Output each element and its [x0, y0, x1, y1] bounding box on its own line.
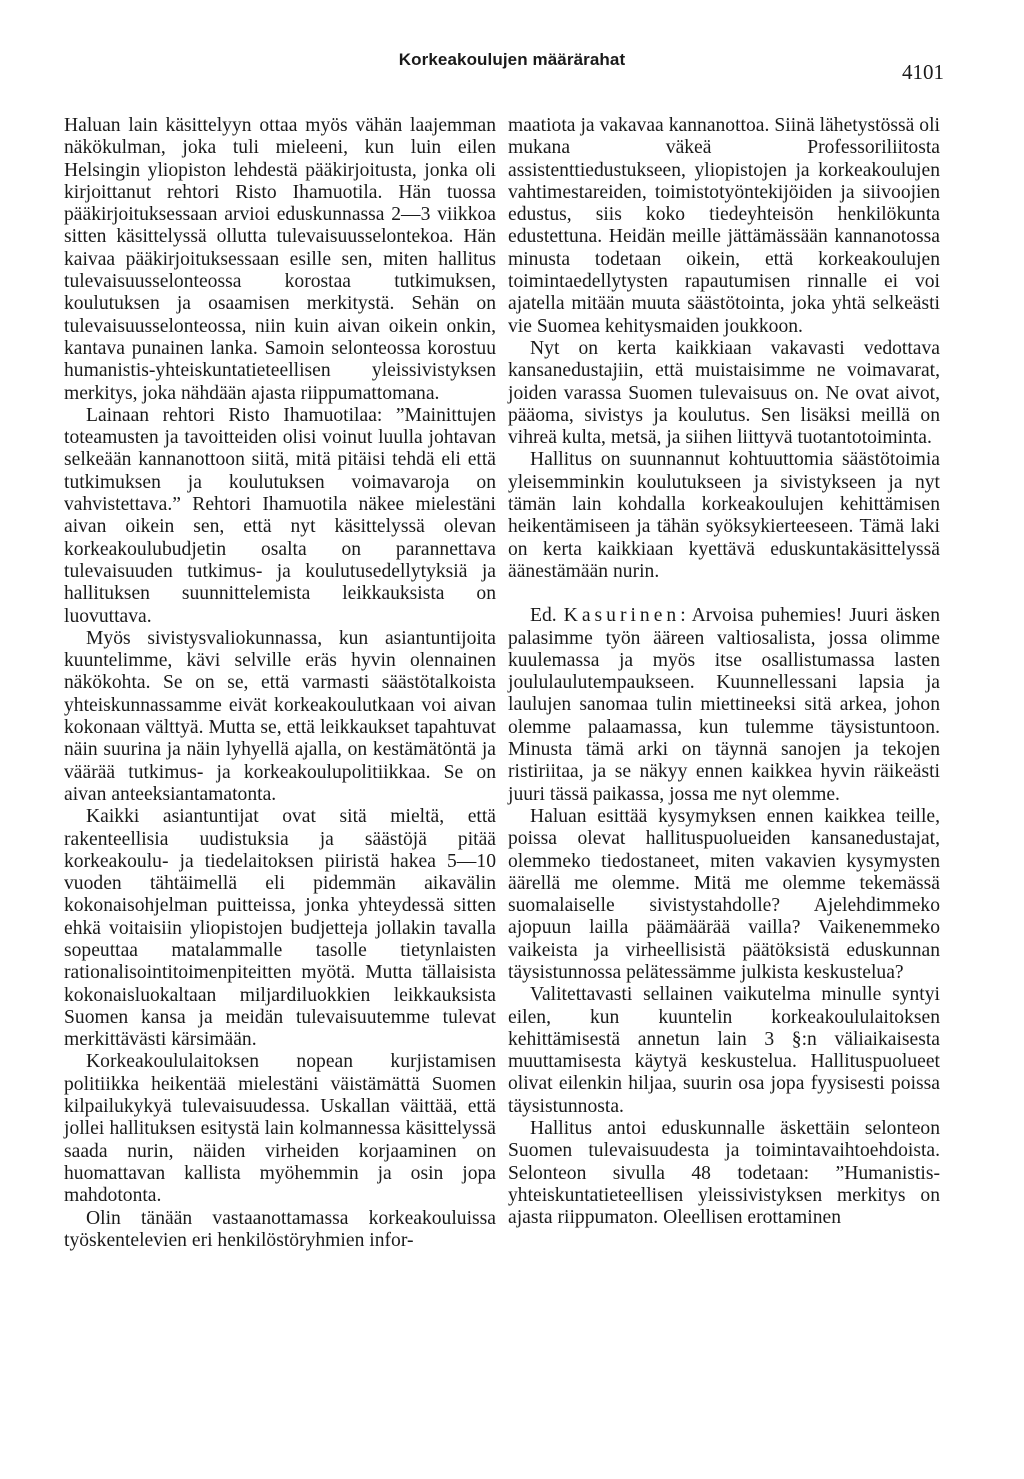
paragraph: Valitettavasti sellainen vaikutelma minulle syntyi eilen, kun kuuntelin korkeakoululaitoksen kehittämisestä annetun lain 3 §:n väliaikaisesta muuttamisesta käytyä keskustelua. Hallituspuolueet olivat eilenkin hiljaa, suurin osa jopa fyysisesti poissa täysistunnosta. — [508, 984, 940, 1117]
running-head-title: Korkeakoulujen määrärahat — [398, 50, 626, 69]
right-column — [508, 115, 940, 1230]
left-column — [64, 115, 496, 1252]
paragraph: Kaikki asiantuntijat ovat sitä mieltä, että rakenteellisia uudistuksia ja säästöjä pitää korkeakoulu- ja tiedelaitoksen piiristä hakea 5—10 vuoden tähtäimellä eli pidemmän aikavälin kokonaisohjelman puitteissa, jonka yhteydessä sitten ehkä voitaisiin yliopistojen budjetteja jollakin tavalla sopeuttaa matalammalle tasolle tietynlaisten rationalisointitoimenpiteitten myötä. Mutta tällaisista kokonaisluokaltaan miljardiluokkien leikkauksista Suomen kansa ja meidän tulevaisuutemme tulevat merkittävästi kärsimään. — [64, 806, 496, 1051]
paragraph: Nyt on kerta kaikkiaan vakavasti vedottava kansanedustajiin, että muistaisimme ne voimavarat, joiden varassa Suomen tulevaisuus on. Ne ovat aivot, pääoma, sivistys ja koulutus. Sen lisäksi meillä on vihreä kulta, metsä, ja siihen liittyvä tuotantotoiminta. — [508, 337, 940, 449]
paragraph: Hallitus on suunnannut kohtuuttomia säästötoimia yleisemminkin koulutukseen ja sivistykseen ja nyt tämän lain kohdalla korkeakoulujen kehittämisen heikentämiseen ja tähän syöksykierteeseen. Tämä laki on kerta kaikkiaan kyettävä eduskuntakäsittelyssä äänestämään nurin. — [508, 449, 940, 582]
paragraph: Korkeakoululaitoksen nopean kurjistamisen politiikka heikentää mielestäni väistämättä Suomen kilpailukykyä tulevaisuudessa. Uskallan väittää, että jollei hallituksen esitystä lain kolmannessa käsittelyssä saada nurin, näiden virheiden korjaaminen on huomattavan kallista myöhemmin ja osin jopa mahdotonta. — [64, 1051, 496, 1207]
paragraph: Olin tänään vastaanottamassa korkeakouluissa työskentelevien eri henkilöstöryhmien infor- — [64, 1207, 496, 1251]
paragraph: Haluan esittää kysymyksen ennen kaikkea teille, poissa olevat hallituspuolueiden kansanedustajat, olemmeko tiedostaneet, miten vakavien kysymysten äärellä me olemme. Mitä me olemme tekemässä suomalaiselle sivistystahdolle? Ajelehdimmeko ajopuun lailla päämäärää vailla? Vaikenemmeko vaikeista ja virheellisistä päätöksistä eduskunnan täysistunnossa pelätessämme julkista keskustelua? — [508, 805, 940, 983]
speaker-colon: : — [680, 605, 686, 627]
speaker-intro: Ed. — [530, 605, 557, 627]
paragraph: Myös sivistysvaliokunnassa, kun asiantuntijoita kuuntelimme, kävi selville eräs hyvin olennainen näkökohta. Se on se, että varmasti säästötalkoista yhteiskunnassamme eivät korkeakoulutkaan voi aivan kokonaan välttyä. Mutta se, että leikkaukset tapahtuvat näin suurina ja näin lyhyellä ajalla, on kestämätöntä ja väärää tutkimus- ja korkeakoulupolitiikkaa. Se on aivan anteeksiantamatonta. — [64, 627, 496, 805]
paragraph: Lainaan rehtori Risto Ihamuotilaa: ”Mainittujen toteamusten ja tavoitteiden olisi voinut luulla johtavan selkeään kannanottoon siitä, mitä pitäisi tehdä eli että tutkimuksen ja koulutuksen voimavaroja on vahvistettava.” Rehtori Ihamuotila näkee mielestäni aivan oikein sen, että nyt käsittelyssä olevan korkeakoulubudjetin osalta on parannettava tulevaisuuden tutkimus- ja koulutusedellytyksiä ja hallituksen suunnittelemista leikkauksista on luovuttava. — [64, 404, 496, 627]
speaker-name: Kasurinen — [563, 605, 681, 627]
page-number: 4101 — [902, 60, 944, 84]
speech-opening-paragraph — [508, 605, 940, 806]
paragraph: Hallitus antoi eduskunnalle äskettäin selonteon Suomen tulevaisuudesta ja toimintavaihtoehdoista. Selonteon sivulla 48 todetaan: ”Humanistis-yhteiskuntatieteellisen yleissivistyksen merkitys on ajasta riippumaton. Oleellisen erottaminen — [508, 1118, 940, 1229]
paragraph: Haluan lain käsittelyyn ottaa myös vähän laajemman näkökulman, joka tuli mieleeni, kun luin eilen Helsingin yliopiston lehdestä pääkirjoitusta, jonka oli kirjoittanut rehtori Risto Ihamuotila. Hän tuossa pääkirjoituksessaan arvioi eduskunnassa 2—3 viikkoa sitten käsittelyssä ollutta tulevaisuusselontekoa. Hän kaivaa pääkirjoituksessaan esille sen, miten hallitus tulevaisuusselonteossa korostaa tutkimuksen, koulutuksen ja osaamisen merkitystä. Sehän on tulevaisuusselonteossa, niin kuin aivan oikein onkin, kantava punainen lanka. Samoin selonteossa korostuu humanistis-yhteiskuntatieteellisen yleissivistyksen merkitys, joka nähdään ajasta riippumattomana. — [64, 115, 496, 404]
paragraph: maatiota ja vakavaa kannanottoa. Siinä lähetystössä oli mukana väkeä Professoriliitosta assistenttiedustukseen, yliopistojen ja korkeakoulujen vahtimestareiden, toimistotyöntekijöiden ja siivoojien edustus, siis koko tiedeyhteisön henkilökunta edustettuna. Heidän meille jättämässään kannanotossa minusta todetaan oikein, että korkeakoulujen toimintaedellytysten rapautumisen rinnalle ei voi ajatella mitään muuta säästötointa, joka yhtä selkeästi vie Suomea kehitysmaiden joukkoon. — [508, 115, 940, 337]
speech-text: Arvoisa puhemies! Juuri äsken palasimme työn ääreen valtiosalista, jossa olimme kuulemassa ja myös itse osallistumassa lasten joululaulutempaukseen. Kuunnellessani lapsia ja laulujen sanomaa tulin miettineeksi sitä arkea, johon olemme palaamassa, kun tulemme täysistuntoon. Minusta tämä arki on täynnä sanojen ja tekojen ristiriitaa, ja se näkyy ennen kaikkea hyvin räikeästi juuri tässä paikassa, jossa me nyt olemme. — [508, 605, 940, 805]
